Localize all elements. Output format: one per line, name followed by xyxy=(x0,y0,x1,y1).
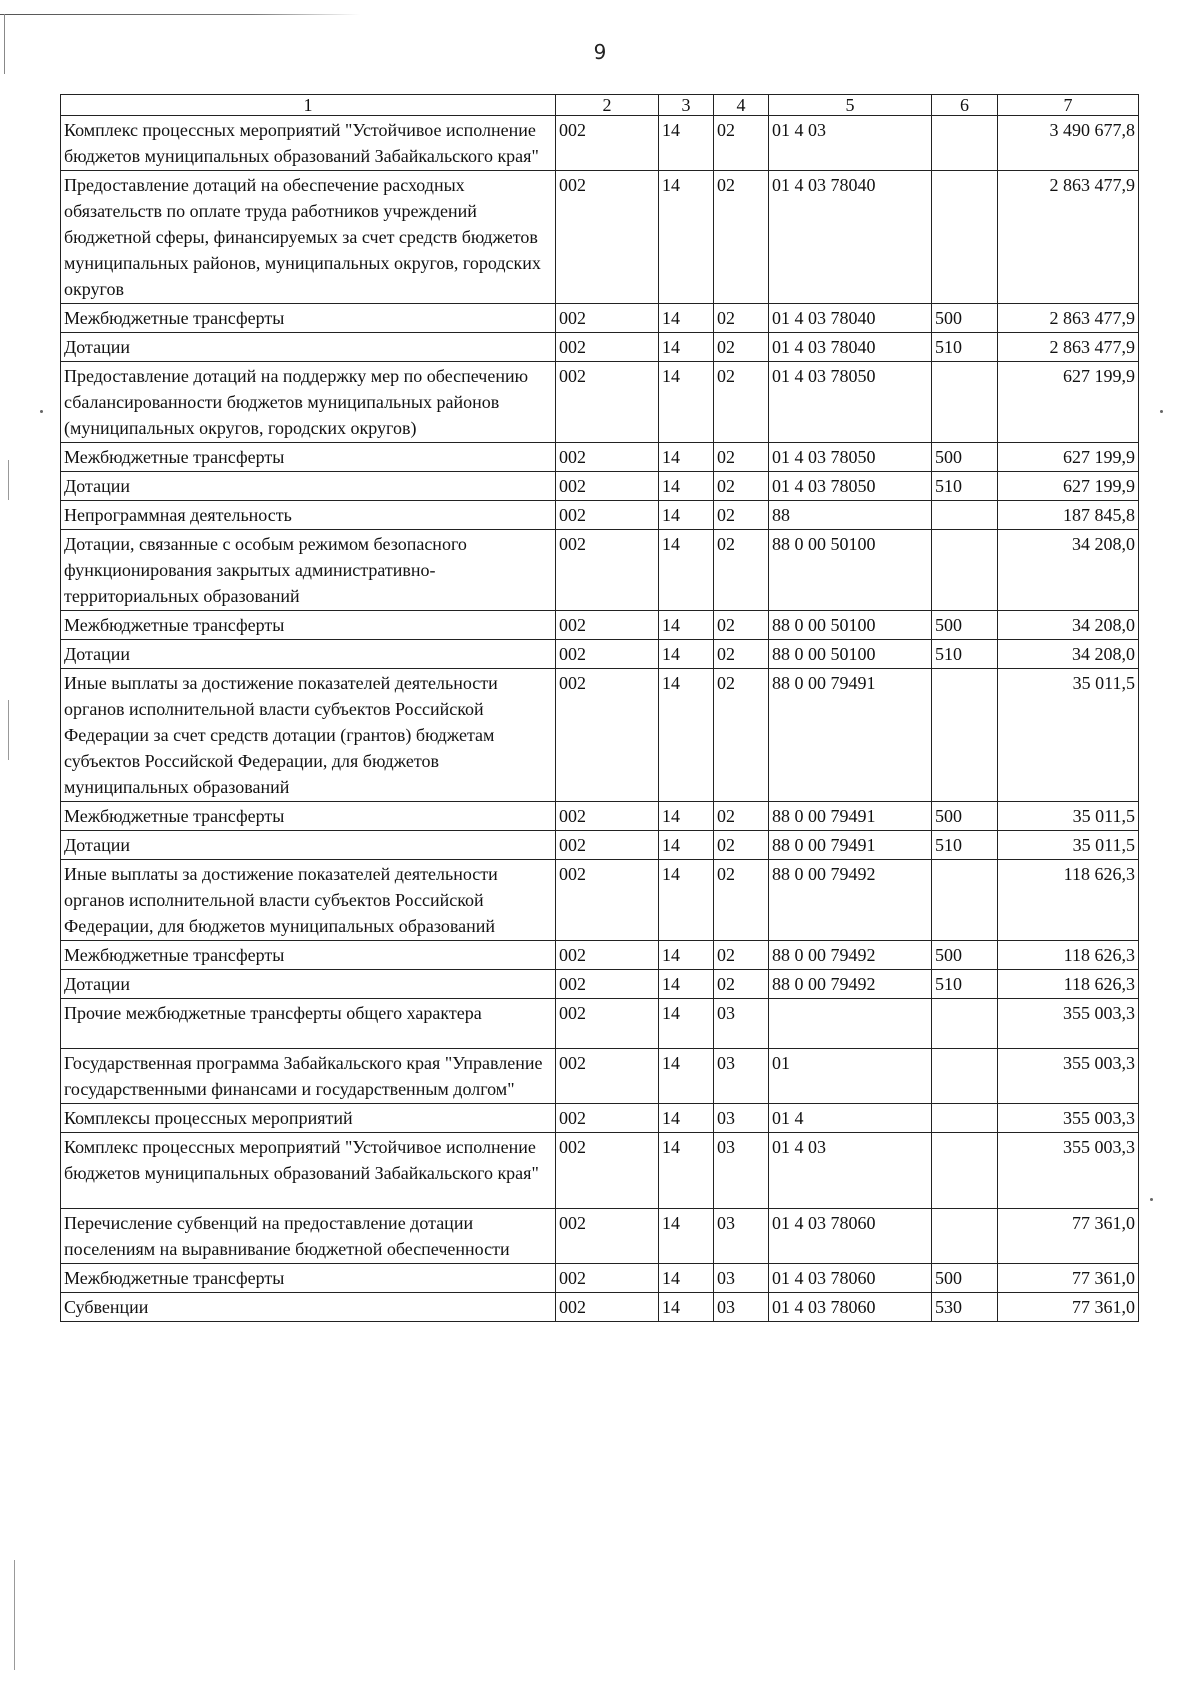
expense-type-cell: 500 xyxy=(932,304,998,333)
subsection-code-cell: 02 xyxy=(714,171,769,304)
table-row xyxy=(61,669,1139,802)
amount-cell: 77 361,0 xyxy=(998,1264,1139,1293)
chapter-code-cell: 14 xyxy=(659,530,714,611)
target-article-cell: 88 0 00 79491 xyxy=(769,831,932,860)
row-name-cell: Иные выплаты за достижение показателей деятельности органов исполнительной власти субъектов Российской Федерации, для бюджетов муниципальных образований xyxy=(61,860,556,941)
column-header: 4 xyxy=(714,95,769,116)
expense-type-cell: 510 xyxy=(932,970,998,999)
chapter-code-cell: 14 xyxy=(659,831,714,860)
target-article-cell: 88 0 00 50100 xyxy=(769,530,932,611)
table-row xyxy=(61,1293,1139,1322)
row-name-cell: Дотации xyxy=(61,472,556,501)
target-article-cell: 88 0 00 79492 xyxy=(769,970,932,999)
expense-type-cell: 500 xyxy=(932,1264,998,1293)
scan-artifact-margin-mark xyxy=(8,460,9,500)
target-article-cell: 01 4 03 78060 xyxy=(769,1293,932,1322)
amount-cell: 355 003,3 xyxy=(998,1104,1139,1133)
amount-cell: 34 208,0 xyxy=(998,530,1139,611)
target-article-cell: 01 4 03 xyxy=(769,116,932,171)
target-article-cell: 01 4 03 78040 xyxy=(769,304,932,333)
expense-type-cell xyxy=(932,1209,998,1264)
chapter-code-cell: 14 xyxy=(659,999,714,1049)
scan-artifact-top-line xyxy=(0,14,360,15)
table-row xyxy=(61,362,1139,443)
column-header: 5 xyxy=(769,95,932,116)
column-header: 3 xyxy=(659,95,714,116)
table-row xyxy=(61,472,1139,501)
table-row xyxy=(61,941,1139,970)
target-article-cell: 01 4 03 78060 xyxy=(769,1264,932,1293)
expense-type-cell xyxy=(932,669,998,802)
subsection-code-cell: 03 xyxy=(714,1133,769,1209)
section-code-cell: 002 xyxy=(556,611,659,640)
column-header: 6 xyxy=(932,95,998,116)
section-code-cell: 002 xyxy=(556,941,659,970)
chapter-code-cell: 14 xyxy=(659,443,714,472)
subsection-code-cell: 02 xyxy=(714,333,769,362)
expense-type-cell: 500 xyxy=(932,443,998,472)
target-article-cell: 01 4 03 xyxy=(769,1133,932,1209)
target-article-cell xyxy=(769,999,932,1049)
subsection-code-cell: 02 xyxy=(714,640,769,669)
expense-type-cell xyxy=(932,171,998,304)
section-code-cell: 002 xyxy=(556,999,659,1049)
subsection-code-cell: 03 xyxy=(714,999,769,1049)
row-name-cell: Дотации xyxy=(61,831,556,860)
section-code-cell: 002 xyxy=(556,1209,659,1264)
chapter-code-cell: 14 xyxy=(659,1209,714,1264)
row-name-cell: Непрограммная деятельность xyxy=(61,501,556,530)
section-code-cell: 002 xyxy=(556,1104,659,1133)
section-code-cell: 002 xyxy=(556,860,659,941)
expense-type-cell: 500 xyxy=(932,941,998,970)
row-name-cell: Комплексы процессных мероприятий xyxy=(61,1104,556,1133)
amount-cell: 355 003,3 xyxy=(998,1133,1139,1209)
target-article-cell: 88 0 00 79492 xyxy=(769,941,932,970)
row-name-cell: Перечисление субвенций на предоставление дотации поселениям на выравнивание бюджетной обеспеченности xyxy=(61,1209,556,1264)
target-article-cell: 88 0 00 50100 xyxy=(769,611,932,640)
row-name-cell: Дотации xyxy=(61,970,556,999)
amount-cell: 187 845,8 xyxy=(998,501,1139,530)
subsection-code-cell: 02 xyxy=(714,669,769,802)
chapter-code-cell: 14 xyxy=(659,970,714,999)
section-code-cell: 002 xyxy=(556,443,659,472)
subsection-code-cell: 03 xyxy=(714,1104,769,1133)
section-code-cell: 002 xyxy=(556,640,659,669)
chapter-code-cell: 14 xyxy=(659,304,714,333)
budget-table xyxy=(60,94,1139,1322)
amount-cell: 77 361,0 xyxy=(998,1293,1139,1322)
expense-type-cell: 510 xyxy=(932,333,998,362)
chapter-code-cell: 14 xyxy=(659,501,714,530)
expense-type-cell xyxy=(932,999,998,1049)
subsection-code-cell: 02 xyxy=(714,831,769,860)
scan-artifact-margin-mark xyxy=(14,1560,15,1670)
amount-cell: 118 626,3 xyxy=(998,941,1139,970)
row-name-cell: Межбюджетные трансферты xyxy=(61,443,556,472)
row-name-cell: Дотации xyxy=(61,333,556,362)
section-code-cell: 002 xyxy=(556,1264,659,1293)
section-code-cell: 002 xyxy=(556,501,659,530)
column-header: 7 xyxy=(998,95,1139,116)
section-code-cell: 002 xyxy=(556,530,659,611)
subsection-code-cell: 02 xyxy=(714,362,769,443)
table-row xyxy=(61,333,1139,362)
section-code-cell: 002 xyxy=(556,171,659,304)
subsection-code-cell: 03 xyxy=(714,1209,769,1264)
target-article-cell: 01 4 03 78040 xyxy=(769,171,932,304)
chapter-code-cell: 14 xyxy=(659,1104,714,1133)
target-article-cell: 88 xyxy=(769,501,932,530)
section-code-cell: 002 xyxy=(556,669,659,802)
subsection-code-cell: 02 xyxy=(714,116,769,171)
expense-type-cell xyxy=(932,1104,998,1133)
subsection-code-cell: 03 xyxy=(714,1264,769,1293)
chapter-code-cell: 14 xyxy=(659,333,714,362)
table-row xyxy=(61,530,1139,611)
scan-artifact-margin-mark xyxy=(8,700,9,760)
section-code-cell: 002 xyxy=(556,304,659,333)
chapter-code-cell: 14 xyxy=(659,1293,714,1322)
chapter-code-cell: 14 xyxy=(659,1264,714,1293)
section-code-cell: 002 xyxy=(556,970,659,999)
scan-artifact-dot xyxy=(40,410,43,413)
table-row xyxy=(61,999,1139,1049)
target-article-cell: 01 4 03 78050 xyxy=(769,443,932,472)
amount-cell: 35 011,5 xyxy=(998,669,1139,802)
expense-type-cell: 530 xyxy=(932,1293,998,1322)
section-code-cell: 002 xyxy=(556,1133,659,1209)
target-article-cell: 01 4 03 78060 xyxy=(769,1209,932,1264)
expense-type-cell: 510 xyxy=(932,831,998,860)
row-name-cell: Межбюджетные трансферты xyxy=(61,802,556,831)
target-article-cell: 01 4 03 78050 xyxy=(769,362,932,443)
table-row xyxy=(61,831,1139,860)
subsection-code-cell: 02 xyxy=(714,501,769,530)
table-row xyxy=(61,171,1139,304)
row-name-cell: Комплекс процессных мероприятий "Устойчивое исполнение бюджетов муниципальных образований Забайкальского края" xyxy=(61,1133,556,1209)
table-row xyxy=(61,970,1139,999)
table-row xyxy=(61,640,1139,669)
amount-cell: 627 199,9 xyxy=(998,362,1139,443)
table-row xyxy=(61,443,1139,472)
row-name-cell: Субвенции xyxy=(61,1293,556,1322)
row-name-cell: Межбюджетные трансферты xyxy=(61,611,556,640)
expense-type-cell: 500 xyxy=(932,802,998,831)
amount-cell: 3 490 677,8 xyxy=(998,116,1139,171)
subsection-code-cell: 03 xyxy=(714,1049,769,1104)
table-row xyxy=(61,611,1139,640)
amount-cell: 627 199,9 xyxy=(998,443,1139,472)
expense-type-cell xyxy=(932,530,998,611)
subsection-code-cell: 03 xyxy=(714,1293,769,1322)
chapter-code-cell: 14 xyxy=(659,860,714,941)
chapter-code-cell: 14 xyxy=(659,802,714,831)
table-row xyxy=(61,501,1139,530)
subsection-code-cell: 02 xyxy=(714,304,769,333)
expense-type-cell xyxy=(932,1049,998,1104)
page-number: 9 xyxy=(593,40,607,64)
row-name-cell: Предоставление дотаций на поддержку мер по обеспечению сбалансированности бюджетов муниципальных районов (муниципальных округов, городских округов) xyxy=(61,362,556,443)
target-article-cell: 01 4 xyxy=(769,1104,932,1133)
subsection-code-cell: 02 xyxy=(714,443,769,472)
expense-type-cell: 500 xyxy=(932,611,998,640)
section-code-cell: 002 xyxy=(556,1293,659,1322)
expense-type-cell: 510 xyxy=(932,472,998,501)
chapter-code-cell: 14 xyxy=(659,640,714,669)
target-article-cell: 88 0 00 79492 xyxy=(769,860,932,941)
chapter-code-cell: 14 xyxy=(659,941,714,970)
expense-type-cell xyxy=(932,362,998,443)
table-row xyxy=(61,304,1139,333)
subsection-code-cell: 02 xyxy=(714,611,769,640)
row-name-cell: Межбюджетные трансферты xyxy=(61,1264,556,1293)
scan-artifact-dot xyxy=(1150,1198,1153,1201)
chapter-code-cell: 14 xyxy=(659,472,714,501)
chapter-code-cell: 14 xyxy=(659,1133,714,1209)
amount-cell: 34 208,0 xyxy=(998,611,1139,640)
table-row xyxy=(61,1104,1139,1133)
amount-cell: 34 208,0 xyxy=(998,640,1139,669)
expense-type-cell xyxy=(932,1133,998,1209)
table-row xyxy=(61,802,1139,831)
scan-artifact-dot xyxy=(1160,410,1163,413)
chapter-code-cell: 14 xyxy=(659,611,714,640)
table-header-row xyxy=(61,95,1139,116)
amount-cell: 2 863 477,9 xyxy=(998,304,1139,333)
table-row xyxy=(61,1049,1139,1104)
target-article-cell: 88 0 00 79491 xyxy=(769,669,932,802)
target-article-cell: 01 xyxy=(769,1049,932,1104)
table-row xyxy=(61,1209,1139,1264)
section-code-cell: 002 xyxy=(556,472,659,501)
subsection-code-cell: 02 xyxy=(714,860,769,941)
target-article-cell: 01 4 03 78040 xyxy=(769,333,932,362)
table-row xyxy=(61,860,1139,941)
table-row xyxy=(61,1133,1139,1209)
amount-cell: 35 011,5 xyxy=(998,831,1139,860)
subsection-code-cell: 02 xyxy=(714,802,769,831)
row-name-cell: Комплекс процессных мероприятий "Устойчивое исполнение бюджетов муниципальных образований Забайкальского края" xyxy=(61,116,556,171)
chapter-code-cell: 14 xyxy=(659,669,714,802)
row-name-cell: Государственная программа Забайкальского края "Управление государственными финансами и государственным долгом" xyxy=(61,1049,556,1104)
row-name-cell: Дотации xyxy=(61,640,556,669)
amount-cell: 2 863 477,9 xyxy=(998,171,1139,304)
column-header: 2 xyxy=(556,95,659,116)
table-row xyxy=(61,1264,1139,1293)
row-name-cell: Межбюджетные трансферты xyxy=(61,941,556,970)
row-name-cell: Межбюджетные трансферты xyxy=(61,304,556,333)
expense-type-cell xyxy=(932,116,998,171)
section-code-cell: 002 xyxy=(556,362,659,443)
row-name-cell: Дотации, связанные с особым режимом безопасного функционирования закрытых административно-территориальных образований xyxy=(61,530,556,611)
row-name-cell: Предоставление дотаций на обеспечение расходных обязательств по оплате труда работников учреждений бюджетной сферы, финансируемых за счет средств бюджетов муниципальных районов, муниципальных округов, городских округов xyxy=(61,171,556,304)
subsection-code-cell: 02 xyxy=(714,970,769,999)
subsection-code-cell: 02 xyxy=(714,530,769,611)
section-code-cell: 002 xyxy=(556,802,659,831)
row-name-cell: Прочие межбюджетные трансферты общего характера xyxy=(61,999,556,1049)
subsection-code-cell: 02 xyxy=(714,472,769,501)
target-article-cell: 01 4 03 78050 xyxy=(769,472,932,501)
amount-cell: 77 361,0 xyxy=(998,1209,1139,1264)
section-code-cell: 002 xyxy=(556,116,659,171)
expense-type-cell xyxy=(932,501,998,530)
target-article-cell: 88 0 00 50100 xyxy=(769,640,932,669)
amount-cell: 35 011,5 xyxy=(998,802,1139,831)
section-code-cell: 002 xyxy=(556,1049,659,1104)
chapter-code-cell: 14 xyxy=(659,171,714,304)
amount-cell: 355 003,3 xyxy=(998,999,1139,1049)
section-code-cell: 002 xyxy=(556,333,659,362)
target-article-cell: 88 0 00 79491 xyxy=(769,802,932,831)
chapter-code-cell: 14 xyxy=(659,116,714,171)
amount-cell: 2 863 477,9 xyxy=(998,333,1139,362)
section-code-cell: 002 xyxy=(556,831,659,860)
chapter-code-cell: 14 xyxy=(659,1049,714,1104)
amount-cell: 118 626,3 xyxy=(998,860,1139,941)
row-name-cell: Иные выплаты за достижение показателей деятельности органов исполнительной власти субъектов Российской Федерации за счет средств дотации (грантов) бюджетам субъектов Российской Федерации, для бюджетов муниципальных образований xyxy=(61,669,556,802)
subsection-code-cell: 02 xyxy=(714,941,769,970)
amount-cell: 355 003,3 xyxy=(998,1049,1139,1104)
column-header: 1 xyxy=(61,95,556,116)
amount-cell: 627 199,9 xyxy=(998,472,1139,501)
amount-cell: 118 626,3 xyxy=(998,970,1139,999)
table-row xyxy=(61,116,1139,171)
chapter-code-cell: 14 xyxy=(659,362,714,443)
expense-type-cell: 510 xyxy=(932,640,998,669)
expense-type-cell xyxy=(932,860,998,941)
